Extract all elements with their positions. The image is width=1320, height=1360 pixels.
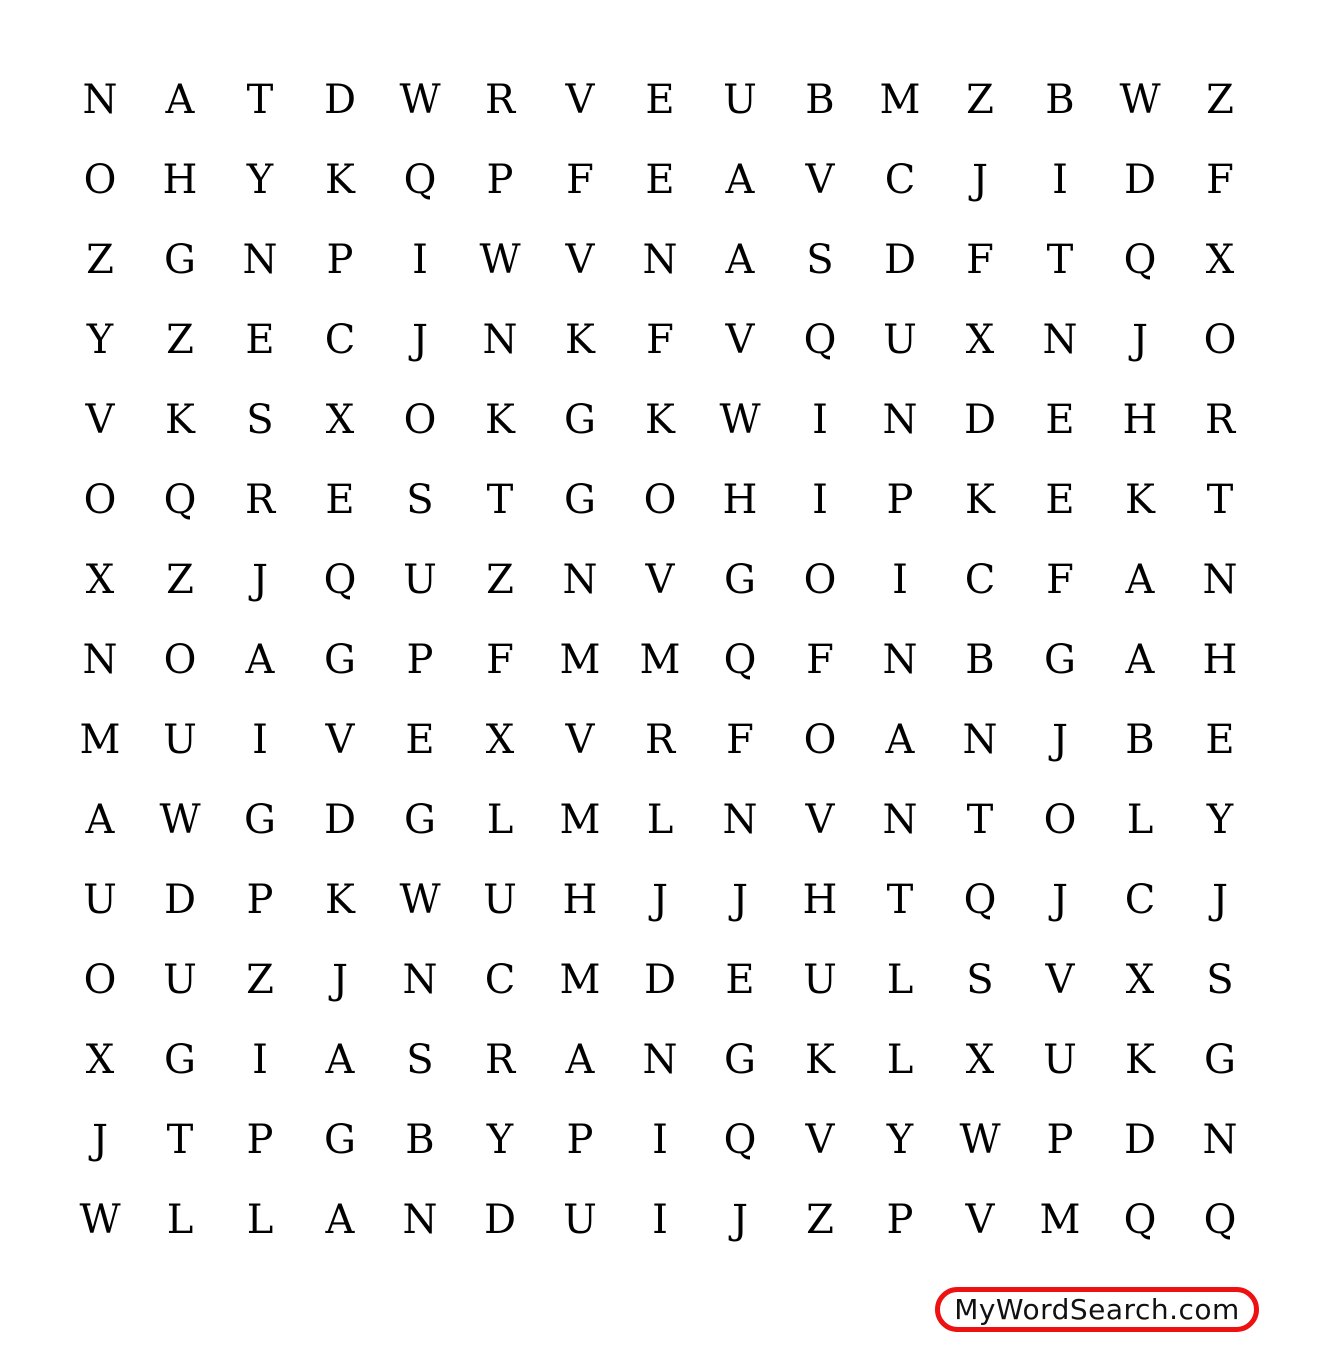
grid-cell-r10c3[interactable]: G — [244, 797, 276, 843]
grid-cell-r7c8[interactable]: V — [645, 557, 675, 603]
grid-cell-r3c6[interactable]: W — [479, 237, 521, 283]
grid-cell-r15c5[interactable]: N — [402, 1197, 438, 1243]
grid-cell-r10c10[interactable]: V — [805, 797, 835, 843]
grid-cell-r8c6[interactable]: F — [486, 637, 514, 683]
grid-cell-r4c1[interactable]: Y — [86, 317, 114, 363]
grid-cell-r3c7[interactable]: V — [565, 237, 595, 283]
grid-cell-r12c15[interactable]: S — [1206, 957, 1234, 1003]
grid-cell-r8c9[interactable]: Q — [723, 637, 757, 683]
grid-cell-r14c6[interactable]: Y — [486, 1117, 514, 1163]
grid-cell-r9c6[interactable]: X — [485, 717, 515, 763]
grid-cell-r11c3[interactable]: P — [246, 877, 274, 923]
grid-cell-r10c15[interactable]: Y — [1206, 797, 1234, 843]
grid-cell-r2c10[interactable]: V — [805, 157, 835, 203]
grid-cell-r2c4[interactable]: K — [325, 157, 355, 203]
grid-cell-r8c12[interactable]: B — [965, 637, 995, 683]
grid-cell-r12c12[interactable]: S — [966, 957, 994, 1003]
grid-cell-r12c5[interactable]: N — [402, 957, 438, 1003]
grid-cell-r15c15[interactable]: Q — [1203, 1197, 1237, 1243]
grid-cell-r5c2[interactable]: K — [165, 397, 195, 443]
grid-cell-r7c11[interactable]: I — [892, 557, 908, 603]
mywordsearch-logo-text: MyWordSearch.com — [954, 1293, 1240, 1326]
grid-cell-r14c11[interactable]: Y — [886, 1117, 914, 1163]
grid-cell-r9c10[interactable]: O — [803, 717, 837, 763]
grid-cell-r4c15[interactable]: O — [1203, 317, 1237, 363]
grid-cell-r15c10[interactable]: Z — [806, 1197, 834, 1243]
grid-cell-r11c2[interactable]: D — [163, 877, 197, 923]
grid-cell-r11c15[interactable]: J — [1211, 877, 1229, 923]
grid-cell-r5c5[interactable]: O — [403, 397, 437, 443]
grid-cell-r4c13[interactable]: N — [1042, 317, 1078, 363]
grid-cell-r15c11[interactable]: P — [886, 1197, 914, 1243]
grid-cell-r15c8[interactable]: I — [652, 1197, 668, 1243]
grid-cell-r6c10[interactable]: I — [812, 477, 828, 523]
grid-cell-r2c1[interactable]: O — [83, 157, 117, 203]
grid-cell-r1c2[interactable]: A — [165, 77, 195, 123]
grid-cell-r11c6[interactable]: U — [483, 877, 517, 923]
grid-cell-r10c4[interactable]: D — [323, 797, 357, 843]
grid-cell-r6c7[interactable]: G — [564, 477, 596, 523]
grid-cell-r12c1[interactable]: O — [83, 957, 117, 1003]
grid-cell-r6c9[interactable]: H — [722, 477, 758, 523]
grid-cell-r13c14[interactable]: K — [1125, 1037, 1155, 1083]
grid-cell-r8c7[interactable]: M — [559, 637, 601, 683]
grid-cell-r9c1[interactable]: M — [79, 717, 121, 763]
grid-cell-r1c3[interactable]: T — [246, 77, 274, 123]
grid-cell-r14c3[interactable]: P — [246, 1117, 274, 1163]
grid-cell-r11c11[interactable]: T — [886, 877, 914, 923]
grid-cell-r3c14[interactable]: Q — [1123, 237, 1157, 283]
grid-cell-r13c5[interactable]: S — [406, 1037, 434, 1083]
grid-cell-r15c13[interactable]: M — [1039, 1197, 1081, 1243]
grid-cell-r3c8[interactable]: N — [642, 237, 678, 283]
grid-cell-r8c11[interactable]: N — [882, 637, 918, 683]
grid-cell-r8c3[interactable]: A — [245, 637, 275, 683]
grid-cell-r12c14[interactable]: X — [1125, 957, 1155, 1003]
grid-cell-r11c10[interactable]: H — [802, 877, 838, 923]
grid-cell-r6c2[interactable]: Q — [163, 477, 197, 523]
grid-cell-r7c15[interactable]: N — [1202, 557, 1238, 603]
grid-cell-r5c11[interactable]: N — [882, 397, 918, 443]
grid-cell-r2c3[interactable]: Y — [246, 157, 274, 203]
grid-cell-r7c13[interactable]: F — [1046, 557, 1074, 603]
grid-cell-r10c2[interactable]: W — [159, 797, 201, 843]
grid-cell-r1c15[interactable]: Z — [1206, 77, 1234, 123]
grid-cell-r6c4[interactable]: E — [325, 477, 355, 523]
grid-cell-r13c2[interactable]: G — [164, 1037, 196, 1083]
grid-cell-r3c4[interactable]: P — [326, 237, 354, 283]
grid-cell-r11c13[interactable]: J — [1051, 877, 1069, 923]
grid-cell-r15c12[interactable]: V — [965, 1197, 995, 1243]
grid-cell-r11c4[interactable]: K — [325, 877, 355, 923]
letter-grid — [60, 60, 1260, 1260]
grid-cell-r15c1[interactable]: W — [79, 1197, 121, 1243]
grid-cell-r11c8[interactable]: J — [651, 877, 669, 923]
grid-cell-r6c11[interactable]: P — [886, 477, 914, 523]
grid-cell-r3c15[interactable]: X — [1205, 237, 1235, 283]
grid-cell-r13c4[interactable]: A — [325, 1037, 355, 1083]
grid-cell-r1c14[interactable]: W — [1119, 77, 1161, 123]
grid-cell-r3c5[interactable]: I — [412, 237, 428, 283]
grid-cell-r8c8[interactable]: M — [639, 637, 681, 683]
grid-cell-r10c13[interactable]: O — [1043, 797, 1077, 843]
grid-cell-r13c9[interactable]: G — [724, 1037, 756, 1083]
grid-cell-r6c15[interactable]: T — [1206, 477, 1234, 523]
grid-cell-r14c9[interactable]: Q — [723, 1117, 757, 1163]
grid-cell-r5c6[interactable]: K — [485, 397, 515, 443]
grid-cell-r6c14[interactable]: K — [1125, 477, 1155, 523]
grid-cell-r1c8[interactable]: E — [645, 77, 675, 123]
grid-cell-r14c2[interactable]: T — [166, 1117, 194, 1163]
grid-cell-r15c6[interactable]: D — [483, 1197, 517, 1243]
grid-cell-r14c8[interactable]: I — [652, 1117, 668, 1163]
grid-cell-r4c9[interactable]: V — [725, 317, 755, 363]
grid-cell-r1c6[interactable]: R — [484, 77, 516, 123]
grid-cell-r9c14[interactable]: B — [1125, 717, 1155, 763]
grid-cell-r13c15[interactable]: G — [1204, 1037, 1236, 1083]
grid-cell-r7c9[interactable]: G — [724, 557, 756, 603]
grid-cell-r5c4[interactable]: X — [325, 397, 355, 443]
grid-cell-r3c9[interactable]: A — [725, 237, 755, 283]
grid-cell-r4c4[interactable]: C — [324, 317, 356, 363]
grid-cell-r5c14[interactable]: H — [1122, 397, 1158, 443]
grid-cell-r6c5[interactable]: S — [406, 477, 434, 523]
grid-cell-r13c12[interactable]: X — [965, 1037, 995, 1083]
grid-cell-r10c8[interactable]: L — [646, 797, 674, 843]
grid-cell-r8c10[interactable]: F — [806, 637, 834, 683]
grid-cell-r13c3[interactable]: I — [252, 1037, 268, 1083]
grid-cell-r7c10[interactable]: O — [803, 557, 837, 603]
grid-cell-r13c8[interactable]: N — [642, 1037, 678, 1083]
grid-cell-r7c7[interactable]: N — [562, 557, 598, 603]
grid-cell-r9c15[interactable]: E — [1205, 717, 1235, 763]
grid-cell-r14c4[interactable]: G — [324, 1117, 356, 1163]
grid-cell-r8c13[interactable]: G — [1044, 637, 1076, 683]
grid-cell-r11c14[interactable]: C — [1124, 877, 1156, 923]
grid-cell-r15c14[interactable]: Q — [1123, 1197, 1157, 1243]
grid-cell-r9c5[interactable]: E — [405, 717, 435, 763]
grid-cell-r9c11[interactable]: A — [885, 717, 915, 763]
grid-cell-r9c13[interactable]: J — [1051, 717, 1069, 763]
grid-cell-r14c15[interactable]: N — [1202, 1117, 1238, 1163]
grid-cell-r4c6[interactable]: N — [482, 317, 518, 363]
grid-cell-r15c4[interactable]: A — [325, 1197, 355, 1243]
grid-cell-r11c1[interactable]: U — [83, 877, 117, 923]
grid-cell-r15c2[interactable]: L — [166, 1197, 194, 1243]
grid-cell-r11c5[interactable]: W — [399, 877, 441, 923]
grid-cell-r10c6[interactable]: L — [486, 797, 514, 843]
grid-cell-r6c3[interactable]: R — [244, 477, 276, 523]
grid-cell-r10c14[interactable]: L — [1126, 797, 1154, 843]
grid-cell-r5c8[interactable]: K — [645, 397, 675, 443]
grid-cell-r2c15[interactable]: F — [1206, 157, 1234, 203]
grid-cell-r2c8[interactable]: E — [645, 157, 675, 203]
grid-cell-r6c13[interactable]: E — [1045, 477, 1075, 523]
grid-cell-r9c3[interactable]: I — [252, 717, 268, 763]
grid-cell-r7c6[interactable]: Z — [486, 557, 514, 603]
grid-cell-r1c9[interactable]: U — [723, 77, 757, 123]
grid-cell-r12c8[interactable]: D — [643, 957, 677, 1003]
grid-cell-r6c6[interactable]: T — [486, 477, 514, 523]
grid-cell-r8c14[interactable]: A — [1125, 637, 1155, 683]
grid-cell-r13c13[interactable]: U — [1043, 1037, 1077, 1083]
grid-cell-r12c4[interactable]: J — [331, 957, 349, 1003]
grid-cell-r1c10[interactable]: B — [805, 77, 835, 123]
grid-cell-r5c9[interactable]: W — [719, 397, 761, 443]
grid-cell-r9c2[interactable]: U — [163, 717, 197, 763]
grid-cell-r7c1[interactable]: X — [85, 557, 115, 603]
grid-cell-r7c5[interactable]: U — [403, 557, 437, 603]
grid-cell-r2c5[interactable]: Q — [403, 157, 437, 203]
grid-cell-r4c5[interactable]: J — [411, 317, 429, 363]
grid-cell-r4c12[interactable]: X — [965, 317, 995, 363]
grid-cell-r9c7[interactable]: V — [565, 717, 595, 763]
grid-cell-r5c7[interactable]: G — [564, 397, 596, 443]
grid-cell-r14c1[interactable]: J — [91, 1117, 109, 1163]
grid-cell-r15c3[interactable]: L — [246, 1197, 274, 1243]
grid-cell-r1c12[interactable]: Z — [966, 77, 994, 123]
grid-cell-r6c8[interactable]: O — [643, 477, 677, 523]
grid-cell-r5c12[interactable]: D — [963, 397, 997, 443]
grid-cell-r11c12[interactable]: Q — [963, 877, 997, 923]
grid-cell-r11c7[interactable]: H — [562, 877, 598, 923]
grid-cell-r6c12[interactable]: K — [965, 477, 995, 523]
grid-cell-r4c14[interactable]: J — [1131, 317, 1149, 363]
grid-cell-r7c3[interactable]: J — [251, 557, 269, 603]
grid-cell-r4c11[interactable]: U — [883, 317, 917, 363]
grid-cell-r8c5[interactable]: P — [406, 637, 434, 683]
grid-cell-r15c7[interactable]: U — [563, 1197, 597, 1243]
grid-cell-r5c3[interactable]: S — [246, 397, 274, 443]
grid-cell-r2c2[interactable]: H — [162, 157, 198, 203]
grid-cell-r9c12[interactable]: N — [962, 717, 998, 763]
grid-cell-r10c11[interactable]: N — [882, 797, 918, 843]
grid-cell-r10c12[interactable]: T — [966, 797, 994, 843]
grid-cell-r13c7[interactable]: A — [565, 1037, 595, 1083]
grid-cell-r2c11[interactable]: C — [884, 157, 916, 203]
grid-cell-r9c8[interactable]: R — [644, 717, 676, 763]
grid-cell-r2c13[interactable]: I — [1052, 157, 1068, 203]
grid-cell-r10c9[interactable]: N — [722, 797, 758, 843]
grid-cell-r12c2[interactable]: U — [163, 957, 197, 1003]
grid-cell-r4c8[interactable]: F — [646, 317, 674, 363]
grid-cell-r8c15[interactable]: H — [1202, 637, 1238, 683]
grid-cell-r3c3[interactable]: N — [242, 237, 278, 283]
grid-cell-r14c7[interactable]: P — [566, 1117, 594, 1163]
grid-cell-r5c15[interactable]: R — [1204, 397, 1236, 443]
grid-cell-r3c11[interactable]: D — [883, 237, 917, 283]
grid-cell-r4c10[interactable]: Q — [803, 317, 837, 363]
grid-cell-r14c13[interactable]: P — [1046, 1117, 1074, 1163]
grid-cell-r3c12[interactable]: F — [966, 237, 994, 283]
grid-cell-r15c9[interactable]: J — [731, 1197, 749, 1243]
grid-cell-r7c12[interactable]: C — [964, 557, 996, 603]
grid-cell-r7c14[interactable]: A — [1125, 557, 1155, 603]
grid-cell-r4c7[interactable]: K — [565, 317, 595, 363]
grid-cell-r13c1[interactable]: X — [85, 1037, 115, 1083]
grid-cell-r3c1[interactable]: Z — [86, 237, 114, 283]
grid-cell-r10c1[interactable]: A — [85, 797, 115, 843]
grid-cell-r4c2[interactable]: Z — [166, 317, 194, 363]
grid-cell-r14c14[interactable]: D — [1123, 1117, 1157, 1163]
grid-cell-r12c9[interactable]: E — [725, 957, 755, 1003]
grid-cell-r10c7[interactable]: M — [559, 797, 601, 843]
grid-cell-r8c4[interactable]: G — [324, 637, 356, 683]
grid-cell-r1c1[interactable]: N — [82, 77, 118, 123]
grid-cell-r2c7[interactable]: F — [566, 157, 594, 203]
grid-cell-r10c5[interactable]: G — [404, 797, 436, 843]
grid-cell-r13c6[interactable]: R — [484, 1037, 516, 1083]
grid-cell-r11c9[interactable]: J — [731, 877, 749, 923]
grid-cell-r9c4[interactable]: V — [325, 717, 355, 763]
grid-cell-r7c2[interactable]: Z — [166, 557, 194, 603]
grid-cell-r14c10[interactable]: V — [805, 1117, 835, 1163]
grid-cell-r8c2[interactable]: O — [163, 637, 197, 683]
grid-cell-r12c11[interactable]: L — [886, 957, 914, 1003]
grid-cell-r12c10[interactable]: U — [803, 957, 837, 1003]
grid-cell-r12c6[interactable]: C — [484, 957, 516, 1003]
grid-cell-r3c13[interactable]: T — [1046, 237, 1074, 283]
grid-cell-r12c3[interactable]: Z — [246, 957, 274, 1003]
grid-cell-r6c1[interactable]: O — [83, 477, 117, 523]
grid-cell-r1c11[interactable]: M — [879, 77, 921, 123]
mywordsearch-logo[interactable] — [935, 1287, 1259, 1332]
grid-cell-r1c5[interactable]: W — [399, 77, 441, 123]
grid-cell-r2c9[interactable]: A — [725, 157, 755, 203]
grid-cell-r9c9[interactable]: F — [726, 717, 754, 763]
grid-cell-r4c3[interactable]: E — [245, 317, 275, 363]
grid-cell-r13c10[interactable]: K — [805, 1037, 835, 1083]
grid-cell-r1c13[interactable]: B — [1045, 77, 1075, 123]
grid-cell-r3c10[interactable]: S — [806, 237, 834, 283]
grid-cell-r2c12[interactable]: J — [971, 157, 989, 203]
grid-cell-r12c7[interactable]: M — [559, 957, 601, 1003]
grid-cell-r1c4[interactable]: D — [323, 77, 357, 123]
grid-cell-r5c10[interactable]: I — [812, 397, 828, 443]
grid-cell-r2c14[interactable]: D — [1123, 157, 1157, 203]
grid-cell-r5c13[interactable]: E — [1045, 397, 1075, 443]
grid-cell-r14c12[interactable]: W — [959, 1117, 1001, 1163]
grid-cell-r12c13[interactable]: V — [1045, 957, 1075, 1003]
grid-cell-r1c7[interactable]: V — [565, 77, 595, 123]
grid-cell-r8c1[interactable]: N — [82, 637, 118, 683]
grid-cell-r13c11[interactable]: L — [886, 1037, 914, 1083]
grid-cell-r2c6[interactable]: P — [486, 157, 514, 203]
grid-cell-r3c2[interactable]: G — [164, 237, 196, 283]
grid-cell-r14c5[interactable]: B — [405, 1117, 435, 1163]
grid-cell-r7c4[interactable]: Q — [323, 557, 357, 603]
grid-cell-r5c1[interactable]: V — [85, 397, 115, 443]
